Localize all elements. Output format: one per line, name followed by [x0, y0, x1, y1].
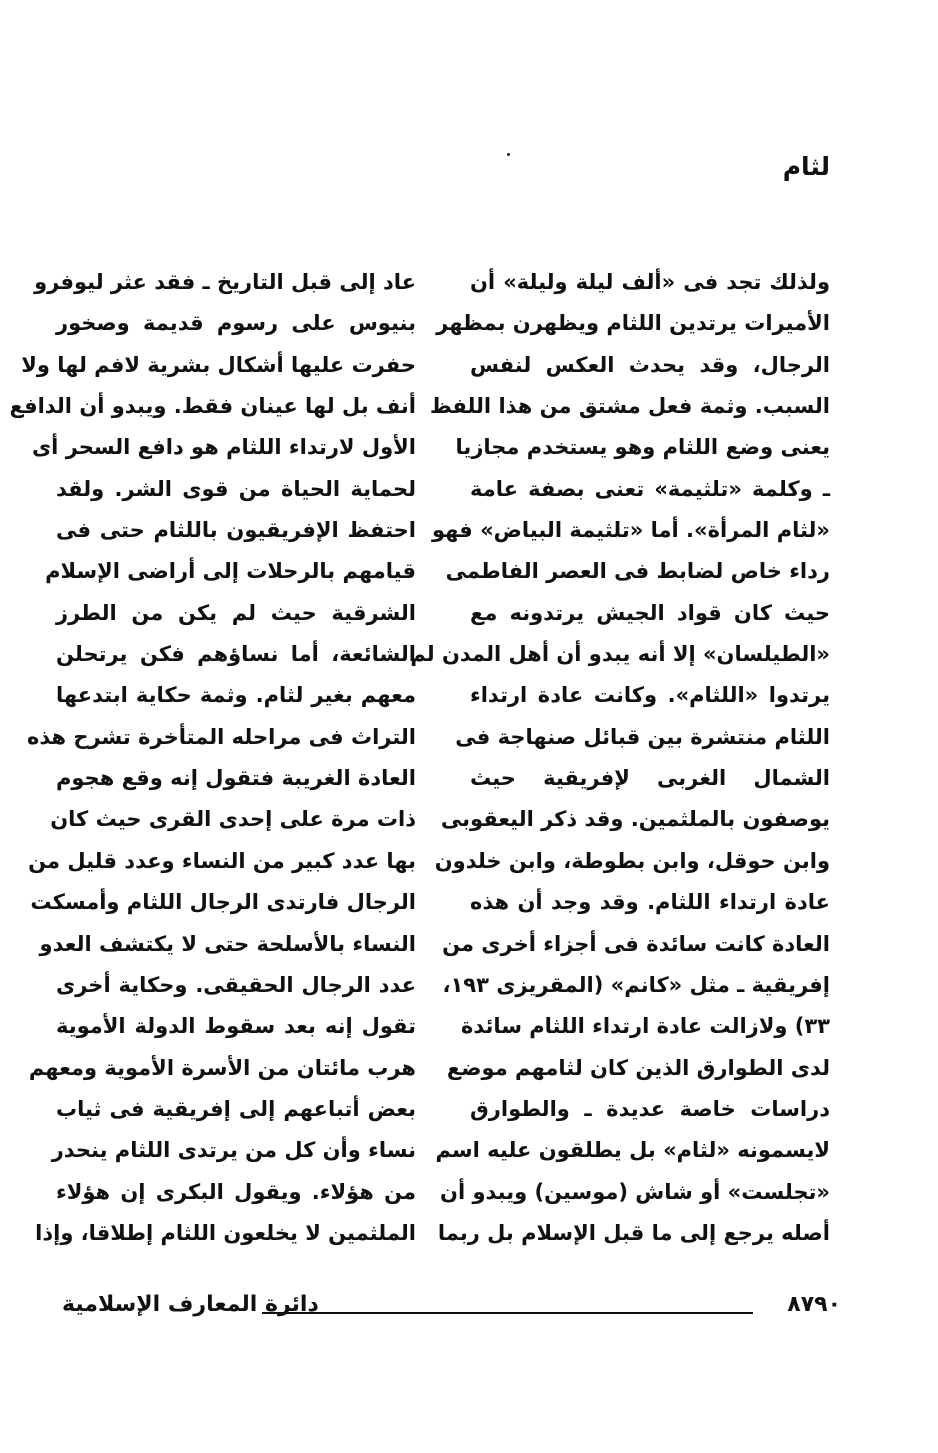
text-line: التراث فى مراحله المتأخرة تشرح هذه	[26, 724, 416, 749]
text-line: يوصفون بالملثمين. وقد ذكر اليعقوبى	[440, 807, 830, 832]
text-line: ولذلك تجد فى «ألف ليلة وليلة» أن	[470, 270, 830, 294]
text-line: قيامهم بالرحلات إلى أراضى الإسلام	[45, 559, 416, 584]
text-line: إفريقية ـ مثل «كانم» (المقريزى ١٩٣،	[442, 972, 830, 997]
text-line: أصله يرجع إلى ما قبل الإسلام بل ربما	[437, 1220, 830, 1245]
text-line: أنف بل لها عينان فقط. ويبدو أن الدافع	[9, 394, 416, 419]
text-line: العادة كانت سائدة فى أجزاء أخرى من	[442, 931, 830, 956]
text-line: ذات مرة على إحدى القرى حيث كان	[50, 807, 416, 832]
text-line: نساء وأن كل من يرتدى اللثام ينحدر	[51, 1138, 416, 1163]
text-line: النساء بالأسلحة حتى لا يكتشف العدو	[39, 931, 416, 956]
text-line: وابن حوقل، وابن بطوطة، وابن خلدون	[434, 848, 830, 873]
page-footer	[0, 1292, 938, 1332]
text-line: يعنى وضع اللثام وهو يستخدم مجازيا	[455, 435, 830, 460]
text-line: اللثام منتشرة بين قبائل صنهاجة فى	[455, 724, 830, 749]
text-line: الرجال، وقد يحدث العكس لنفس	[470, 352, 830, 377]
page-header-title: لثام	[782, 152, 830, 181]
text-line: بنيوس على رسوم قديمة وصخور	[56, 311, 416, 336]
footer-rule	[262, 1312, 753, 1314]
text-line: بعض أتباعهم إلى إفريقية فى ثياب	[56, 1096, 416, 1121]
text-line: عاد إلى قبل التاريخ ـ فقد عثر ليوفرو	[34, 270, 416, 294]
text-line: رداء خاص لضابط فى العصر الفاطمى	[445, 559, 830, 584]
text-line: «الطيلسان» إلا أنه يبدو أن أهل المدن لم	[410, 642, 830, 667]
stray-dot	[507, 153, 510, 156]
left-column	[9, 262, 416, 1254]
text-line: الملثمين لا يخلعون اللثام إطلاقا، وإذا	[35, 1220, 416, 1245]
text-line: ـ وكلمة «تلثيمة» تعنى بصفة عامة	[470, 476, 830, 501]
text-line: الشائعة، أما نساؤهم فكن يرتحلن	[56, 642, 416, 667]
right-column	[410, 262, 830, 1254]
footer-source: دائرة المعارف الإسلامية	[62, 1292, 319, 1317]
text-line: الأول لارتداء اللثام هو دافع السحر أى	[31, 435, 416, 460]
text-line: «لثام المرأة». أما «تلثيمة البياض» فهو	[432, 518, 830, 543]
page-number: ٨٧٩٠	[787, 1292, 841, 1317]
text-line: دراسات خاصة عديدة ـ والطوارق	[470, 1096, 830, 1121]
text-line: لحماية الحياة من قوى الشر. ولقد	[56, 476, 416, 501]
text-line: «تجلست» أو شاش (موسين) ويبدو أن	[440, 1179, 830, 1204]
text-line: الشمال الغربى لإفريقية حيث	[470, 766, 830, 791]
text-line: لدى الطوارق الذين كان لثامهم موضع	[446, 1055, 830, 1080]
text-line: معهم بغير لثام. وثمة حكاية ابتدعها	[56, 683, 416, 708]
text-line: العادة الغريبة فتقول إنه وقع هجوم	[56, 766, 416, 791]
text-line: ٣٣) ولازالت عادة ارتداء اللثام سائدة	[461, 1014, 830, 1039]
text-line: احتفظ الإفريقيون باللثام حتى فى	[56, 518, 416, 543]
text-line: يرتدوا «اللثام». وكانت عادة ارتداء	[470, 683, 830, 708]
text-line: من هؤلاء. ويقول البكرى إن هؤلاء	[56, 1179, 416, 1204]
text-line: الشرقية حيث لم يكن من الطرز	[56, 600, 416, 625]
text-line: الأميرات يرتدين اللثام ويظهرن بمظهر	[436, 311, 830, 336]
text-line: السبب. وثمة فعل مشتق من هذا اللفظ	[429, 394, 830, 419]
text-line: بها عدد كبير من النساء وعدد قليل من	[28, 848, 416, 873]
text-line: هرب مائتان من الأسرة الأموية ومعهم	[28, 1055, 416, 1080]
text-line: تقول إنه بعد سقوط الدولة الأموية	[56, 1014, 416, 1039]
text-line: لايسمونه «لثام» بل يطلقون عليه اسم	[435, 1138, 830, 1163]
text-line: عدد الرجال الحقيقى. وحكاية أخرى	[56, 972, 416, 997]
text-line: عادة ارتداء اللثام. وقد وجد أن هذه	[470, 890, 830, 915]
text-line: حيث كان قواد الجيش يرتدونه مع	[470, 600, 830, 625]
text-line: الرجال فارتدى الرجال اللثام وأمسكت	[30, 890, 416, 915]
text-line: حفرت عليها أشكال بشرية لافم لها ولا	[21, 352, 416, 377]
